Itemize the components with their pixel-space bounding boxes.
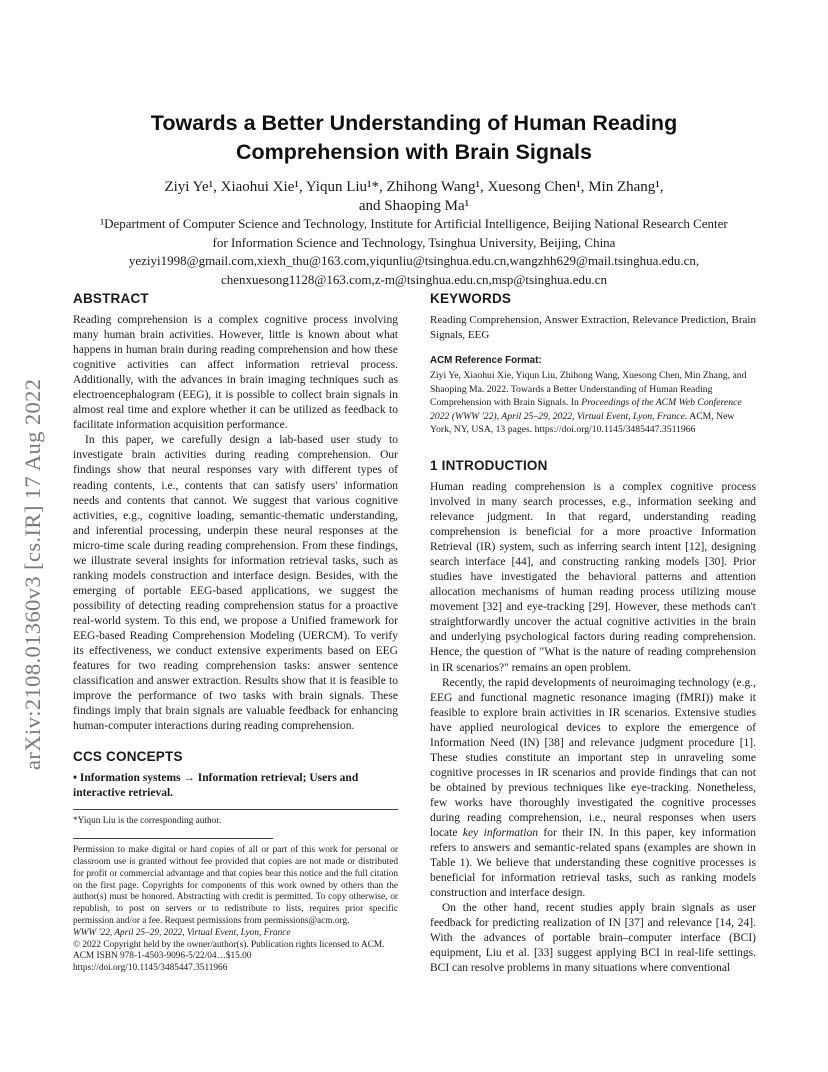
emails-line-2: chenxuesong1128@163.com,z-m@tsinghua.edu.cn,msp@tsinghua.edu.cn xyxy=(220,271,607,287)
affiliation-block xyxy=(70,215,758,289)
ccs-concepts-text: • Information systems → Information retrieval; Users and interactive retrieval. xyxy=(73,772,359,800)
paper-title xyxy=(110,109,718,167)
acm-reference-citation: Ziyi Ye, Xiaohui Xie, Yiqun Liu, Zhihong Wang, Xuesong Chen, Min Zhang, and Shaoping Ma. 2022. Towards a Better Understanding of Human Reading Comprehension with Brain Signals. In xyxy=(430,370,747,409)
introduction-paragraph-1: Human reading comprehension is a complex cognitive process involved in many search processes, e.g., information seeking and relevance judgment. In that regard, understanding reading comprehension is beneficial for a more proactive Information Retrieval (IR) system, such as inferring search intent [12], designing search interface [44], and constructing ranking models [30]. Prior studies have investigated the behavioral patterns and attention allocation mechanisms of human reading process utilizing mouse movement [32] and eye-tracking [29]. However, these methods can't straightforwardly uncover the actual cognitive activities in the brain and underlying psychological factors during reading comprehension. Hence, the question of "What is the nature of reading comprehension in IR scenarios?" remains an open problem. xyxy=(430,480,756,674)
corresponding-author-footnote: *Yiqun Liu is the corresponding author. xyxy=(73,816,222,827)
right-column xyxy=(430,290,756,977)
introduction-body xyxy=(430,480,756,977)
doi-line: https://doi.org/10.1145/3485447.3511966 xyxy=(73,963,228,974)
affiliation-line-2: for Information Science and Technology, Tsinghua University, Beijing, China xyxy=(212,234,616,250)
ccs-concepts-heading: CCS CONCEPTS xyxy=(73,749,183,765)
abstract-paragraph-2: In this paper, we carefully design a lab-based user study to investigate brain activities during reading comprehension. Our findings show that neural responses vary with different types of reading contents, i.e., contents that can satisfy users' information needs and contents that cannot. We suggest that various cognitive activities, e.g., cognitive loading, semantic-thematic understanding, and inferential processing, underpin these neural responses at the micro-time scale during reading comprehension. From these findings, we illustrate several insights for information retrieval tasks, such as ranking models construction and interface design. Besides, with the emerging of portable EEG-based applications, we suggest the possibility of detecting reading comprehension status for a proactive real-world system. To this end, we propose a Unified framework for EEG-based Reading Comprehension Modeling (UERCM). To verify its effectiveness, we conduct extensive experiments based on EEG features for two reading comprehension tasks: answer sentence classification and answer extraction. Results show that it is feasible to improve the performance of two tasks with brain signals. These findings imply that brain signals are valuable feedback for enhancing human-computer interactions during reading comprehension. xyxy=(73,434,398,733)
left-column xyxy=(73,290,398,975)
intro-p2-emphasis: key information xyxy=(462,827,538,840)
author-list xyxy=(90,178,738,216)
acm-reference-heading: ACM Reference Format: xyxy=(430,355,542,366)
abstract-heading: ABSTRACT xyxy=(73,291,149,306)
acm-reference-publisher: ACM, New York, NY, USA, 13 pages. https://doi.org/10.1145/3485447.3511966 xyxy=(430,410,735,436)
permission-rule xyxy=(73,838,273,839)
introduction-heading: 1 INTRODUCTION xyxy=(430,457,548,473)
intro-p2-start: Recently, the rapid developments of neuroimaging technology (e.g., EEG and functional magnetic resonance imaging (fMRI)) make it feasible to explore brain activities in IR scenarios. Extensive studies have applied neurological devices to explore the emergence of Information Need (IN) [38] and relevance judgment procedure [1]. These studies constitute an important step in unraveling some cognitive processes in IR scenarios and provide findings that can not be obtained by previous techniques like eye-tracking. Nonetheless, few works have thoroughly investigated the cognitive processes during reading comprehension, i.e., neural responses when users locate xyxy=(430,676,756,840)
emails-line-1: yeziyi1998@gmail.com,xiexh_thu@163.com,yiqunliu@tsinghua.edu.cn,wangzhh629@mail.tsinghua.edu.cn, xyxy=(128,253,700,268)
acm-reference-text xyxy=(430,369,756,437)
introduction-paragraph-3: On the other hand, recent studies apply brain signals as user feedback for predicting realization of IN [37] and relevance [14, 24]. With the advances of portable brain–computer interface (BCI) equipment, Liu et al. [33] suggest applying BCI in real-life settings. BCI can resolve problems in many situations where conventional xyxy=(430,902,756,975)
keywords-heading: KEYWORDS xyxy=(430,291,512,306)
permission-notice xyxy=(73,845,398,975)
keywords-text: Reading Comprehension, Answer Extraction, Relevance Prediction, Brain Signals, EEG xyxy=(430,314,756,341)
intro-p2-end: for their IN. In this paper, key information refers to answers and semantic-related spans (examples are shown in Table 1). We believe that understanding these cognitive processes is beneficial for information retrieval tasks, such as ranking models construction and interface design. xyxy=(430,827,756,900)
conference-line: WWW '22, April 25–29, 2022, Virtual Event, Lyon, France xyxy=(73,927,291,938)
arxiv-identifier-stamp: arXiv:2108.01360v3 [cs.IR] 17 Aug 2022 xyxy=(20,378,45,770)
title-line-1: Towards a Better Understanding of Human Reading xyxy=(150,111,678,135)
introduction-paragraph-2 xyxy=(430,676,756,902)
footnote-rule xyxy=(73,809,398,810)
title-line-2: Comprehension with Brain Signals xyxy=(236,140,592,164)
abstract-body xyxy=(73,313,398,734)
authors-line-2: and Shaoping Ma¹ xyxy=(358,198,470,214)
permission-text: Permission to make digital or hard copies of all or part of this work for personal or classroom use is granted without fee provided that copies are not made or distributed for profit or commercial advantage and that copies bear this notice and the full citation on the first page. Copyrights for components of this work owned by others than the author(s) must be honored. Abstracting with credit is permitted. To copy otherwise, or republish, to post on servers or to redistribute to lists, requires prior specific permission and/or a fee. Request permissions from permissions@acm.org. xyxy=(73,845,398,926)
acm-reference-proceedings: Proceedings of the ACM Web Conference 2022 (WWW '22), April 25–29, 2022, Virtual Event, Lyon, France. xyxy=(430,397,742,422)
copyright-line: © 2022 Copyright held by the owner/author(s). Publication rights licensed to ACM. xyxy=(73,939,385,950)
authors-line-1: Ziyi Ye¹, Xiaohui Xie¹, Yiqun Liu¹*, Zhihong Wang¹, Xuesong Chen¹, Min Zhang¹, xyxy=(164,179,664,195)
isbn-line: ACM ISBN 978-1-4503-9096-5/22/04…$15.00 xyxy=(73,951,252,962)
abstract-paragraph-1: Reading comprehension is a complex cognitive process involving many human brain activities. However, little is known about what happens in human brain during reading comprehension and how these cognitive activities can affect information retrieval process. Additionally, with the advances in brain imaging techniques such as electroencephalogram (EEG), it is possible to collect brain signals in almost real time and explore whether it can be utilized as feedback to facilitate information acquisition performance. xyxy=(73,314,398,432)
affiliation-line-1: ¹Department of Computer Science and Technology, Institute for Artificial Intelligence, Beijing National Research Center xyxy=(100,216,728,231)
